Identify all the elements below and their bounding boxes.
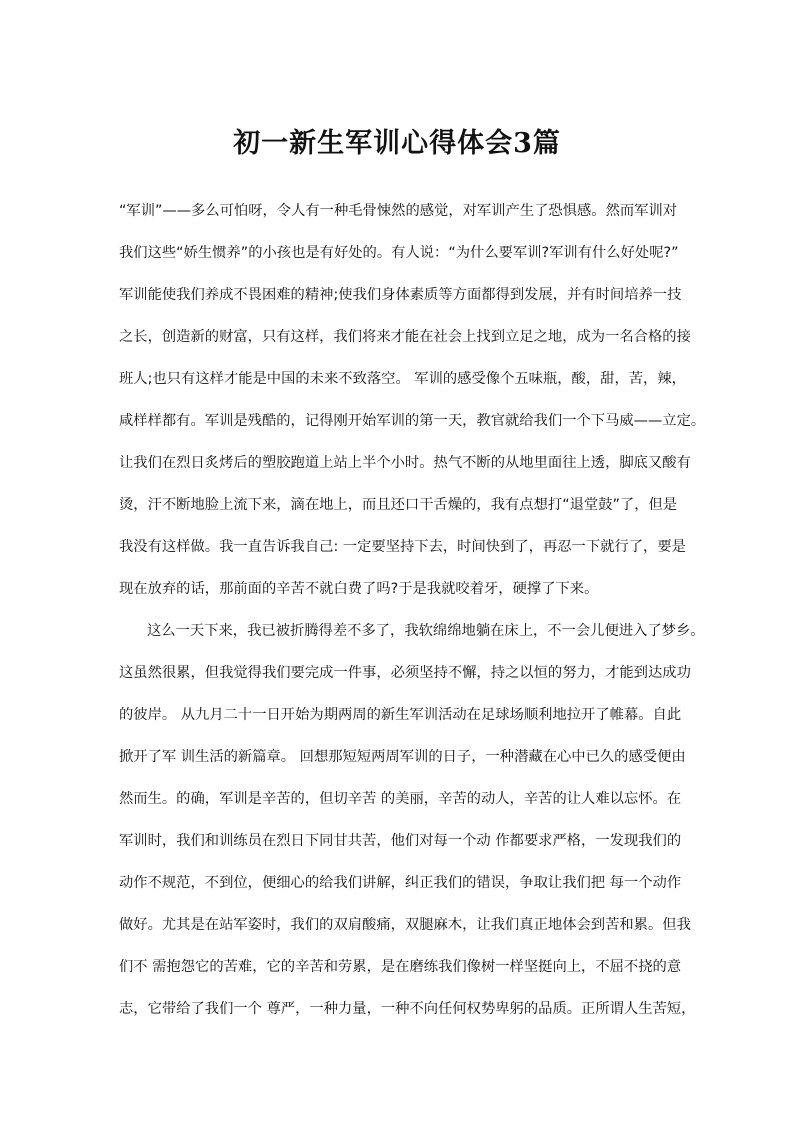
text-line: 让我们在烈日炙烤后的塑胶跑道上站上半个小时。热气不断的从地里面往上透，脚底又酸有	[119, 455, 691, 471]
text-line: 这虽然很累，但我觉得我们要完成一件事，必须坚持不懈，持之以恒的努力，才能到达成功	[119, 665, 691, 681]
text-line: “军训”——多么可怕呀，令人有一种毛骨悚然的感觉，对军训产生了恐惧感。然而军训对	[119, 203, 678, 219]
text-line: 军训时，我们和训练员在烈日下同甘共苦，他们对每一个动 作都要求严格，一发现我们的	[119, 833, 682, 849]
text-line: 现在放弃的话，那前面的辛苦不就白费了吗?于是我就咬着牙，硬撑了下来。	[119, 581, 599, 597]
text-line: 班人;也只有这样才能是中国的未来不致落空。 军训的感受像个五味瓶，酸，甜，苦，辣，	[119, 371, 686, 387]
document-body	[119, 201, 706, 1041]
text-line: 军训能使我们养成不畏困难的精神;使我们身体素质等方面都得到发展，并有时间培养一技	[119, 287, 682, 303]
text-line: 们不 需抱怨它的苦难，它的辛苦和劳累，是在磨练我们像树一样坚挺向上，不屈不挠的意	[119, 959, 682, 975]
text-line: 然而生。的确，军训是辛苦的，但切辛苦 的美丽，辛苦的动人，辛苦的让人难以忘怀。在	[119, 791, 682, 807]
text-line-indented: 这么一天下来，我已被折腾得差不多了，我软绵绵地躺在床上，不一会儿便进入了梦乡。	[147, 623, 705, 639]
text-line: 掀开了军 训生活的新篇章。 回想那短短两周军训的日子，一种潜藏在心中已久的感受便由	[119, 749, 686, 765]
document-title: 初一新生军训心得体会3篇	[233, 128, 561, 159]
text-line: 咸样样都有。军训是残酷的，记得刚开始军训的第一天，教官就给我们一个下马威——立定。	[119, 413, 706, 429]
text-line: 我没有这样做。我一直告诉我自己: 一定要坚持下去，时间快到了，再忍一下就行了，要是	[119, 539, 686, 555]
text-line: 做好。尤其是在站军姿时，我们的双肩酸痛，双腿麻木，让我们真正地体会到苦和累。但我	[119, 917, 691, 933]
text-line: 的彼岸。 从九月二十一日开始为期两周的新生军训活动在足球场顺利地拉开了帷幕。自此	[119, 707, 682, 723]
text-line: 烫，汗不断地脸上流下来，滴在地上，而且还口干舌燥的，我有点想打“退堂鼓”了，但是	[119, 497, 678, 513]
text-line: 我们这些“娇生惯养”的小孩也是有好处的。有人说：“为什么要军训?军训有什么好处呢?”	[119, 245, 679, 261]
text-line: 志，它带给了我们一个 尊严，一种力量，一种不向任何权势卑躬的品质。正所谓人生苦短，	[119, 1001, 696, 1017]
text-line: 动作不规范，不到位，便细心的给我们讲解，纠正我们的错误，争取让我们把 每一个动作	[119, 875, 682, 891]
text-line: 之长，创造新的财富，只有这样，我们将来才能在社会上找到立足之地，成为一名合格的接	[119, 329, 691, 345]
